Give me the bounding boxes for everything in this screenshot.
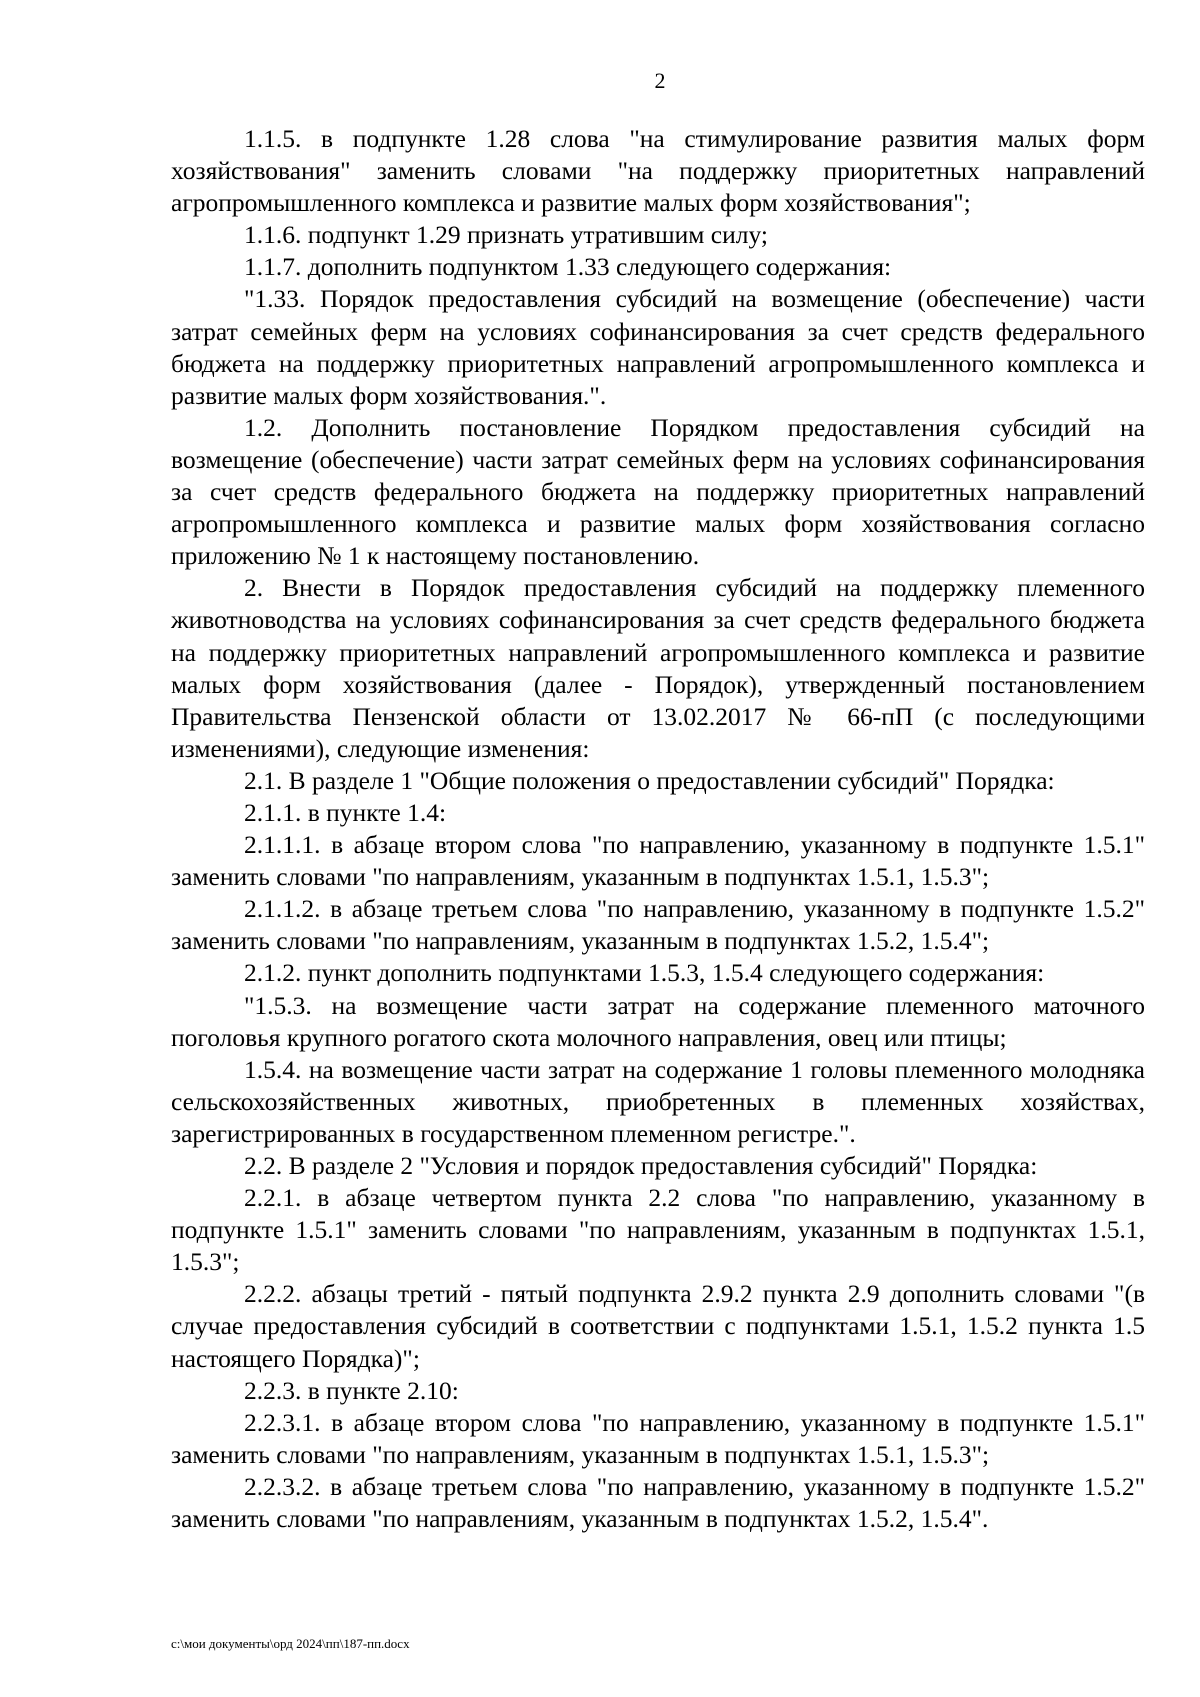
page-number: 2 <box>654 68 666 93</box>
paragraph: 2.2.3.2. в абзаце третьем слова "по направлению, указанному в подпункте 1.5.2" заменить словами "по направлениям, указанным в подпунктах 1.5.2, 1.5.4". <box>171 1471 1145 1534</box>
paragraph: 2.2.2. абзацы третий - пятый подпункта 2.9.2 пункта 2.9 дополнить словами "(в случае предоставления субсидий в соответствии с подпунктами 1.5.1, 1.5.2 пункта 1.5 настоящего Порядка)"; <box>171 1279 1145 1373</box>
paragraph: 2.1. В разделе 1 "Общие положения о предоставлении субсидий" Порядка: <box>244 765 1055 795</box>
paragraph: 2.1.1.2. в абзаце третьем слова "по направлению, указанному в подпункте 1.5.2" заменить словами "по направлениям, указанным в подпунктах 1.5.2, 1.5.4"; <box>171 894 1145 956</box>
paragraph: "1.5.3. на возмещение части затрат на содержание племенного маточного поголовья крупного рогатого скота молочного направления, овец или птицы; <box>171 990 1145 1052</box>
paragraph: 2.2. В разделе 2 "Условия и порядок предоставления субсидий" Порядка: <box>244 1151 1038 1180</box>
paragraph: 2.2.1. в абзаце четвертом пункта 2.2 слова "по направлению, указанному в подпункте 1.5.1" заменить словами "по направлениям, указанным в подпунктах 1.5.1, 1.5.3"; <box>171 1183 1145 1277</box>
paragraph: "1.33. Порядок предоставления субсидий на возмещение (обеспечение) части затрат семейных ферм на условиях софинансирования за счет средств федерального бюджета на поддержку приоритетных направлений агропромышленного комплекса и развитие малых форм хозяйствования.". <box>171 284 1145 410</box>
paragraph: 1.1.6. подпункт 1.29 признать утратившим силу; <box>244 220 768 250</box>
paragraph: 1.2. Дополнить постановление Порядком предоставления субсидий на возмещение (обеспечение) части затрат семейных ферм на условиях софинансирования за счет средств федерального бюджета на поддержку приоритетных направлений агропромышленного комплекса и развитие малых форм хозяйствования согласно приложению № 1 к настоящему постановлению. <box>171 412 1145 571</box>
paragraph: 2.2.3. в пункте 2.10: <box>244 1375 459 1405</box>
paragraph: 2.1.1.1. в абзаце втором слова "по направлению, указанному в подпункте 1.5.1" заменить словами "по направлениям, указанным в подпунктах 1.5.1, 1.5.3"; <box>171 830 1145 892</box>
paragraph: 1.5.4. на возмещение части затрат на содержание 1 головы племенного молодняка сельскохозяйственных животных, приобретенных в племенных хозяйствах, зарегистрированных в государственном племенном регистре.". <box>171 1054 1145 1148</box>
paragraph: 2.1.1. в пункте 1.4: <box>244 797 447 827</box>
file-path-footer: c:\мои документы\орд 2024\пп\187-пп.docx <box>171 1636 410 1651</box>
paragraph: 1.1.7. дополнить подпунктом 1.33 следующего содержания: <box>244 252 892 282</box>
document-body <box>171 123 1145 1535</box>
paragraph: 2.2.3.1. в абзаце втором слова "по направлению, указанному в подпункте 1.5.1" заменить словами "по направлениям, указанным в подпунктах 1.5.1, 1.5.3"; <box>171 1407 1145 1469</box>
paragraph: 2. Внести в Порядок предоставления субсидий на поддержку племенного животноводства на условиях софинансирования за счет средств федерального бюджета на поддержку приоритетных направлений агропромышленного комплекса и развитие малых форм хозяйствования (далее - Порядок), утвержденный постановлением Правительства Пензенской области от 13.02.2017 № 66-пП (с последующими изменениями), следующие изменения: <box>171 573 1145 763</box>
paragraph: 1.1.5. в подпункте 1.28 слова "на стимулирование развития малых форм хозяйствования" заменить словами "на поддержку приоритетных направлений агропромышленного комплекса и развитие малых форм хозяйствования"; <box>171 124 1145 218</box>
paragraph: 2.1.2. пункт дополнить подпунктами 1.5.3, 1.5.4 следующего содержания: <box>244 958 1045 988</box>
